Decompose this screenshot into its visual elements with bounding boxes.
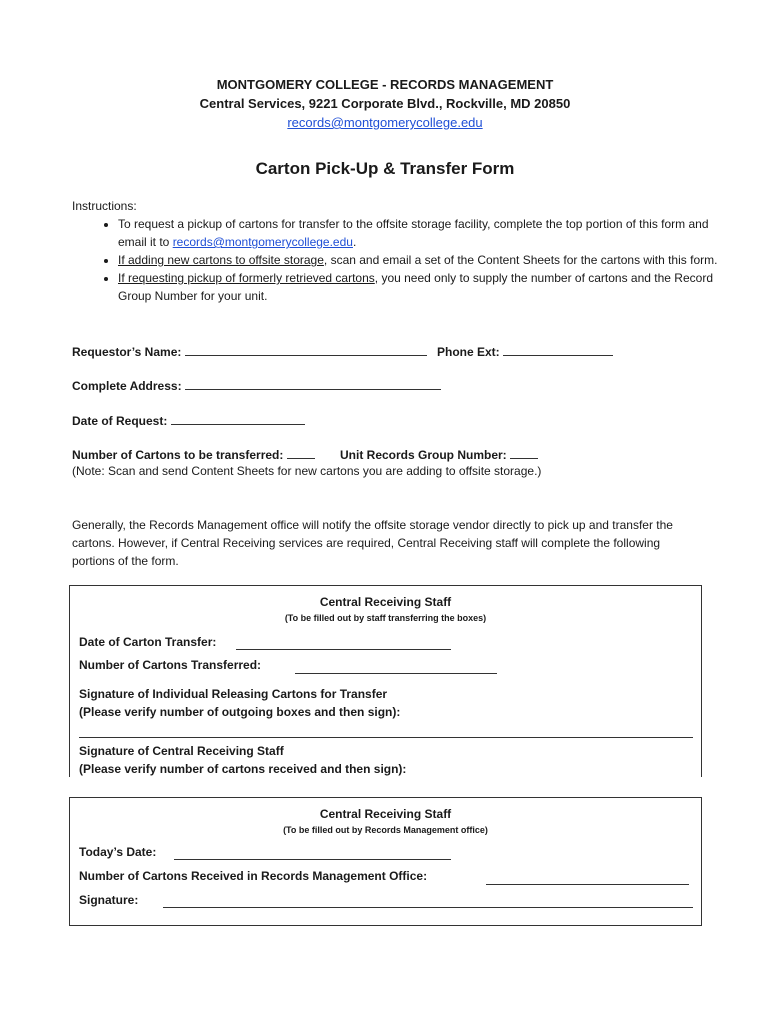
group-number-row [340, 446, 538, 462]
transfer-date-field[interactable] [236, 649, 451, 650]
org-heading: MONTGOMERY COLLEGE - RECORDS MANAGEMENT [216, 77, 554, 92]
cartons-count-field[interactable] [287, 446, 315, 459]
form-title: Carton Pick-Up & Transfer Form [255, 159, 515, 178]
signature-label: Signature: [79, 893, 139, 907]
instruction-underlined: If requesting pickup of formerly retrieved cartons [118, 271, 375, 285]
phone-ext-row [437, 343, 613, 359]
instruction-underlined: If adding new cartons to offsite storage [118, 253, 324, 267]
instruction-text: To request a pickup of cartons for transfer to the offsite storage facility, complete the top portion of this form and email it to [118, 217, 709, 249]
instruction-item [118, 269, 718, 305]
date-request-label: Date of Request: [72, 414, 168, 428]
cartons-received-field[interactable] [486, 884, 689, 885]
receiving-signature-note: (Please verify number of cartons received and then sign): [79, 762, 407, 776]
requestor-name-label: Requestor’s Name: [72, 345, 182, 359]
instruction-text: . [352, 235, 357, 249]
requestor-name-row [72, 343, 427, 359]
group-number-label: Unit Records Group Number: [340, 448, 507, 462]
cartons-received-label: Number of Cartons Received in Records Management Office: [79, 869, 428, 883]
org-email-wrap [0, 115, 770, 130]
phone-ext-field[interactable] [503, 343, 613, 356]
cartons-transferred-label: Number of Cartons Transferred: [79, 658, 262, 672]
general-paragraph: Generally, the Records Management office will notify the offsite storage vendor directly to pick up and transfer the cartons. However, if Central Receiving services are required, Central Receiving staff will complete the following portions of the form. [72, 518, 673, 568]
box2-title: Central Receiving Staff [319, 807, 452, 821]
org-email-link[interactable]: records@montgomerycollege.edu [287, 115, 483, 130]
address-row [72, 377, 441, 393]
todays-date-field[interactable] [174, 859, 451, 860]
address-field[interactable] [185, 377, 441, 390]
address-label: Complete Address: [72, 379, 182, 393]
instruction-item [118, 215, 718, 251]
box1-subtitle: (To be filled out by staff transferring the boxes) [284, 613, 487, 623]
requestor-name-field[interactable] [185, 343, 427, 356]
date-request-field[interactable] [171, 412, 305, 425]
cartons-count-row [72, 446, 315, 462]
instruction-text: , you need only to supply the number of cartons and the Record Group Number for your unit. [118, 271, 713, 303]
instruction-item [118, 251, 718, 269]
org-address: Central Services, 9221 Corporate Blvd., Rockville, MD 20850 [199, 96, 571, 111]
box1-title: Central Receiving Staff [319, 595, 452, 609]
group-number-field[interactable] [510, 446, 538, 459]
transfer-date-label: Date of Carton Transfer: [79, 635, 217, 649]
releasing-signature-label: Signature of Individual Releasing Cartons for Transfer [79, 687, 388, 701]
instruction-email-link[interactable]: records@montgomerycollege.edu [172, 235, 353, 249]
cartons-count-label: Number of Cartons to be transferred: [72, 448, 284, 462]
phone-ext-label: Phone Ext: [437, 345, 500, 359]
releasing-signature-note: (Please verify number of outgoing boxes and then sign): [79, 705, 401, 719]
date-request-row [72, 412, 305, 428]
instructions-list [96, 215, 718, 305]
receiving-signature-label: Signature of Central Receiving Staff [79, 744, 284, 758]
instructions-heading: Instructions: [72, 199, 137, 213]
box2-subtitle: (To be filled out by Records Management office) [283, 825, 488, 835]
todays-date-label: Today’s Date: [79, 845, 157, 859]
content-sheets-note: (Note: Scan and send Content Sheets for new cartons you are adding to offsite storage.) [72, 464, 542, 478]
cartons-transferred-field[interactable] [295, 673, 497, 674]
releasing-signature-field[interactable] [79, 737, 693, 738]
instruction-text: , scan and email a set of the Content Sheets for the cartons with this form. [323, 253, 718, 267]
signature-field[interactable] [163, 907, 693, 908]
